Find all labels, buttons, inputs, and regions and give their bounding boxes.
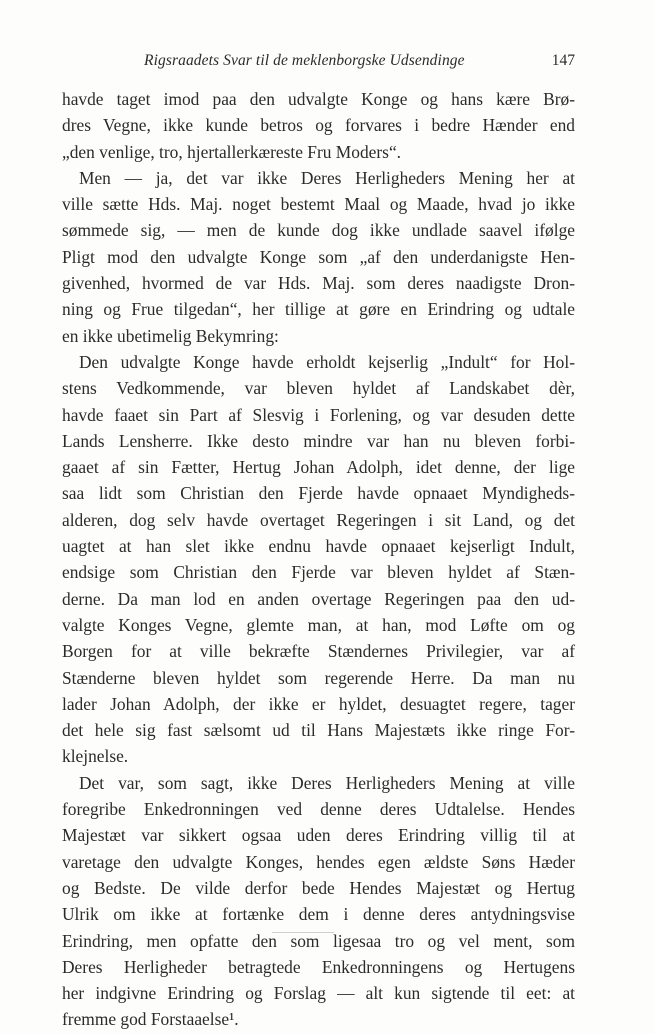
text-line: her indgivne Erindring og Forslag — alt kun sigtende til eet: at	[62, 983, 575, 1004]
running-title: Rigsraadets Svar til de meklenborgske Udsendinge	[144, 52, 465, 69]
text-line: Pligt mod den udvalgte Konge som „af den underdanigste Hen-	[62, 246, 575, 267]
text-line: varetage den udvalgte Konges, hendes egen ældste Søns Hæder	[62, 851, 575, 872]
text-line: Deres Herligheder betragtede Enkedronningens og Hertugens	[62, 956, 575, 977]
text-line: uagtet at han slet ikke endnu havde opnaaet kejserligt Indult,	[62, 536, 575, 557]
text-line: saa lidt som Christian den Fjerde havde opnaaet Myndigheds-	[62, 483, 575, 504]
text-line: Majestæt var sikkert ogsaa uden deres Erindring villig til at	[62, 825, 575, 846]
text-line: og Bedste. De vilde derfor bede Hendes Majestæt og Hertug	[62, 877, 575, 898]
text-line: valgte Konges Vegne, glemte man, at han, mod Løfte om og	[62, 614, 575, 635]
text-line: Den udvalgte Konge havde erholdt kejserlig „Indult“ for Hol-	[79, 351, 575, 372]
text-line: lader Johan Adolph, der ikke er hyldet, desuagtet regere, tager	[62, 693, 575, 714]
text-line: Borgen for at ville bekræfte Stændernes Privilegier, var af	[62, 641, 575, 662]
text-line: stens Vedkommende, var bleven hyldet af Landskabet dèr,	[62, 378, 575, 399]
text-line: „den venlige, tro, hjertallerkæreste Fru Moders“.	[62, 141, 402, 162]
text-line: ning og Frue tilgedan“, her tillige at gøre en Erindring og udtale	[62, 299, 575, 320]
text-line: Men — ja, det var ikke Deres Herligheders Mening her at	[79, 167, 575, 188]
text-line: dres Vegne, ikke kunde betros og forvares i bedre Hænder end	[62, 115, 575, 136]
text-line: derne. Da man lod en anden overtage Regeringen paa den ud-	[62, 588, 575, 609]
text-line: Det var, som sagt, ikke Deres Herligheders Mening at ville	[79, 772, 575, 793]
text-line: en ikke ubetimelig Bekymring:	[62, 325, 279, 346]
text-line: fremme god Forstaaelse¹.	[62, 1009, 239, 1030]
text-line: givenhed, hvormed de var Hds. Maj. som deres naadigste Dron-	[62, 273, 575, 294]
text-line: det hele sig fast sælsomt ud til Hans Majestæts ikke ringe For-	[62, 720, 575, 741]
text-line: havde faaet sin Part af Slesvig i Forlening, og var desuden dette	[62, 404, 575, 425]
text-line: sømmede sig, — men de kunde dog ikke undlade saavel ifølge	[62, 220, 575, 241]
page-number: 147	[551, 52, 575, 69]
text-line: klejnelse.	[62, 746, 129, 767]
text-line: Ulrik om ikke at fortænke dem i denne deres antydningsvise	[62, 904, 575, 925]
text-line: endsige som Christian den Fjerde var bleven hyldet af Stæn-	[62, 562, 575, 583]
text-line: Stænderne bleven hyldet som regerende Herre. Da man nu	[62, 667, 575, 688]
body-text	[62, 86, 575, 1033]
text-line: alderen, dog selv havde overtaget Regeringen i sit Land, og det	[62, 509, 575, 530]
text-line: Lands Lensherre. Ikke desto mindre var han nu bleven forbi-	[62, 430, 575, 451]
text-line: havde taget imod paa den udvalgte Konge og hans kære Brø-	[62, 89, 575, 109]
section-divider	[272, 932, 334, 933]
text-line: Erindring, men opfatte den som ligesaa tro og vel ment, som	[62, 930, 575, 951]
text-line: gaaet af sin Fætter, Hertug Johan Adolph, idet denne, der lige	[62, 457, 575, 478]
text-line: foregribe Enkedronningen ved denne deres Udtalelse. Hendes	[62, 799, 575, 820]
running-head	[62, 52, 575, 74]
text-line: ville sætte Hds. Maj. noget bestemt Maal og Maade, hvad jo ikke	[62, 194, 575, 215]
